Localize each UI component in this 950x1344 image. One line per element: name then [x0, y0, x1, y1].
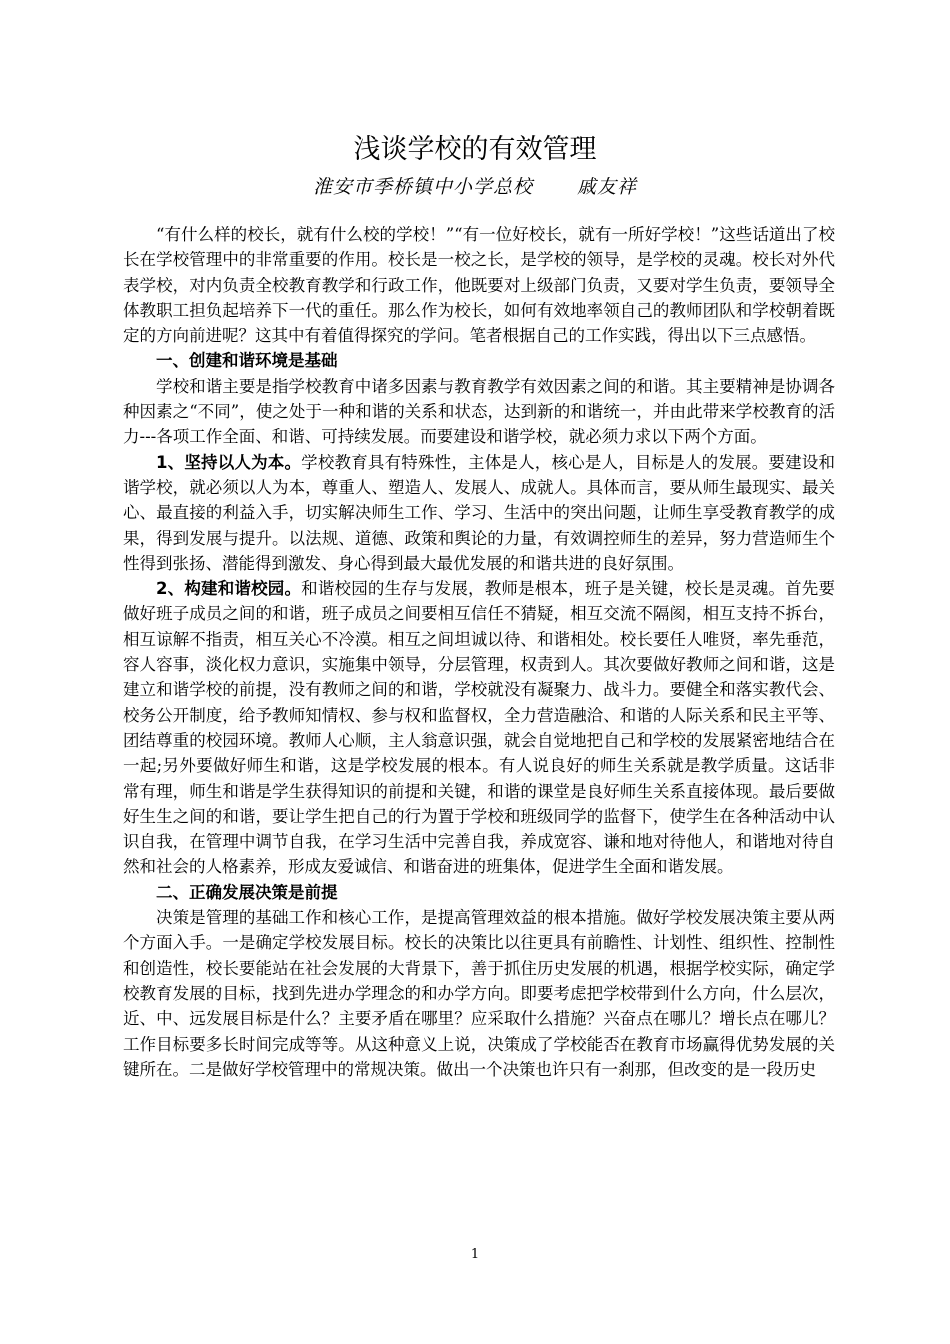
paragraph-lead: 1、坚持以人为本。 — [156, 452, 302, 472]
paragraph-text: 学校教育具有特殊性，主体是人，核心是人，目标是人的发展。要建设和谐学校，就必须以人为本，尊重人、塑造人、发展人、成就人。具体而言，要从师生最现实、最关心、最直接的利益入手，切实解决师生工作、学习、生活中的突出问题，让师生享受教育教学的成果，得到发展与提升。以法规、道德、政策和舆论的力量，有效调控师生的差异，努力营造师生个性得到张扬、潜能得到激发、身心得到最大最优发展的和谐共进的良好氛围。 — [123, 452, 835, 573]
paragraph-text: 和谐校园的生存与发展，教师是根本，班子是关键，校长是灵魂。首先要做好班子成员之间的和谐，班子成员之间要相互信任不猜疑，相互交流不隔阂，相互支持不拆台，相互谅解不指责，相互关心不冷漠。相互之间坦诚以待、和谐相处。校长要任人唯贤，率先垂范，容人容事，淡化权力意识，实施集中领导，分层管理，权责到人。其次要做好教师之间和谐，这是建立和谐学校的前提，没有教师之间的和谐，学校就没有凝聚力、战斗力。要健全和落实教代会、校务公开制度，给予教师知情权、参与权和监督权，全力营造融洽、和谐的人际关系和民主平等、团结尊重的校园环境。教师人心顺，主人翁意识强，就会自觉地把自己和学校的发展紧密地结合在一起;另外要做好师生和谐，这是学校发展的根本。有人说良好的师生关系就是教学质量。这话非常有理，师生和谐是学生获得知识的前提和关键，和谐的课堂是良好师生关系直接体现。最后要做好生生之间的和谐，要让学生把自己的行为置于学校和班级同学的监督下，使学生在各种活动中认识自我，在管理中调节自我，在学习生活中完善自我，养成宽容、谦和地对待他人，和谐地对待自然和社会的人格素养，形成友爱诚信、和谐奋进的班集体，促进学生全面和谐发展。 — [123, 579, 835, 877]
page-number: 1 — [470, 1247, 480, 1262]
byline — [0, 174, 950, 200]
document-body — [123, 222, 835, 1082]
document-title: 浅谈学校的有效管理 — [353, 134, 597, 165]
paragraph-intro: “有什么样的校长，就有什么校的学校！”“有一位好校长，就有一所好学校！”这些话道出了校长在学校管理中的非常重要的作用。校长是一校之长，是学校的领导，是学校的灵魂。校长对外代表学校，对内负责全校教育教学和行政工作，他既要对上级部门负责，又要对学生负责，要领导全体教职工担负起培养下一代的重任。那么作为校长，如何有效地率领自己的教师团队和学校朝着既定的方向前进呢？这其中有着值得探究的学问。笔者根据自己的工作实践，得出以下三点感悟。 — [123, 225, 835, 346]
paragraph-harmonious-campus — [123, 576, 835, 880]
paragraph-people-oriented — [123, 450, 835, 576]
author-name: 戚友祥 — [577, 176, 638, 198]
section-heading-1: 一、创建和谐环境是基础 — [156, 351, 338, 371]
paragraph-harmony: 学校和谐主要是指学校教育中诸多因素与教育教学有效因素之间的和谐。其主要精神是协调各种因素之“不同”，使之处于一种和谐的关系和状态，达到新的和谐统一，并由此带来学校教育的活力---各项工作全面、和谐、可持续发展。而要建设和谐学校，就必须力求以下两个方面。 — [123, 376, 835, 447]
school-name: 淮安市季桥镇中小学总校 — [312, 176, 533, 198]
paragraph-decision: 决策是管理的基础工作和核心工作，是提高管理效益的根本措施。做好学校发展决策主要从两个方面入手。一是确定学校发展目标。校长的决策比以往更具有前瞻性、计划性、组织性、控制性和创造性，校长要能站在社会发展的大背景下，善于抓住历史发展的机遇，根据学校实际，确定学校教育发展的目标，找到先进办学理念的和办学方向。即要考虑把学校带到什么方向，什么层次，近、中、远发展目标是什么？主要矛盾在哪里？应采取什么措施？兴奋点在哪儿？增长点在哪儿？工作目标要多长时间完成等等。从这种意义上说，决策成了学校能否在教育市场赢得优势发展的关键所在。二是做好学校管理中的常规决策。做出一个决策也许只有一刹那，但改变的是一段历史 — [123, 908, 835, 1079]
paragraph-lead: 2、构建和谐校园。 — [156, 579, 302, 599]
section-heading-2: 二、正确发展决策是前提 — [156, 882, 338, 902]
